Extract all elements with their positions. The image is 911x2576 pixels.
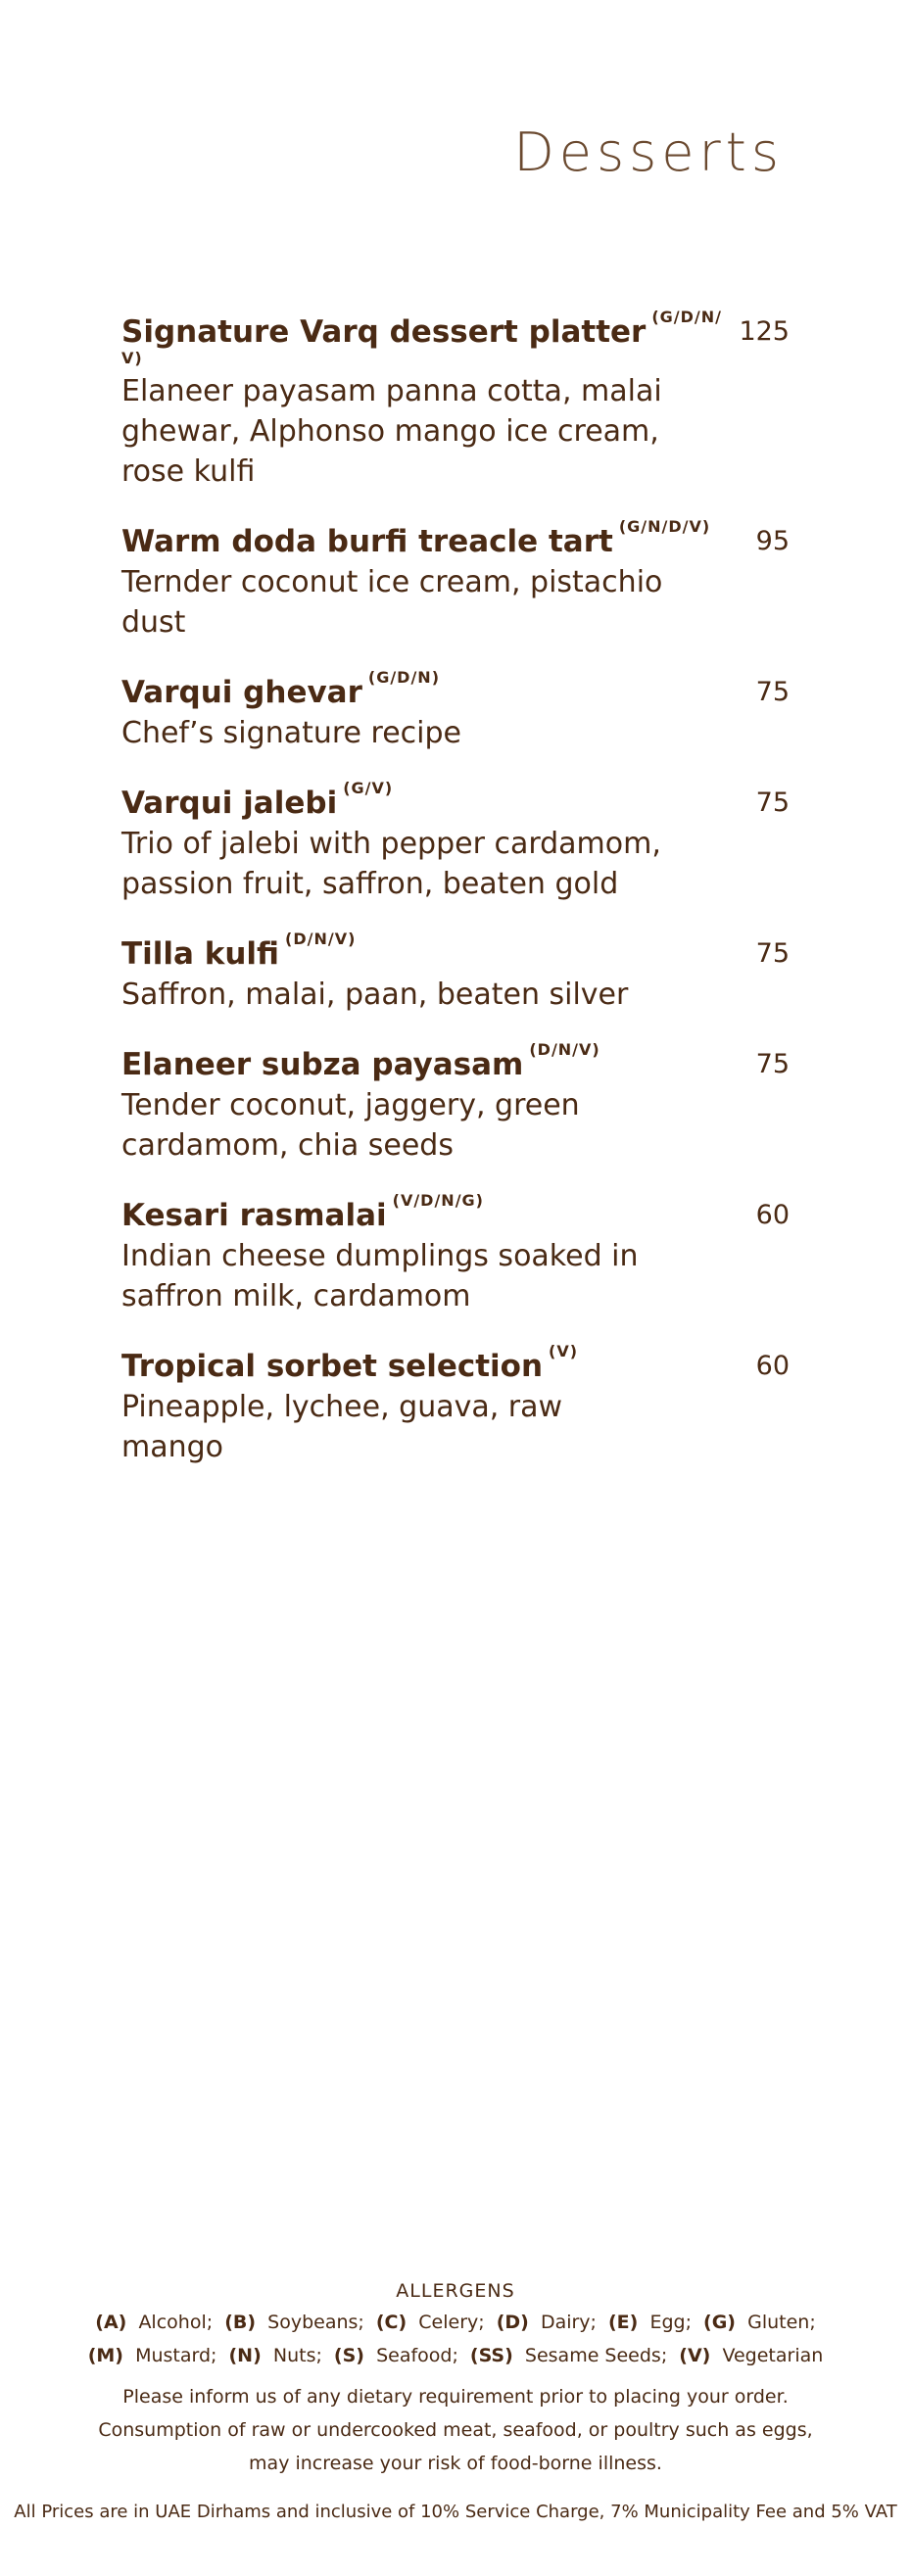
allergen-entry xyxy=(703,2312,816,2333)
notice-line: Please inform us of any dietary requirement prior to placing your order. xyxy=(122,2386,789,2408)
allergen-codes: (G/V) xyxy=(343,779,394,797)
allergen-code: (SS) xyxy=(469,2345,513,2366)
item-name: Warm doda burfi treacle tart xyxy=(121,524,613,559)
item-name-wrap xyxy=(121,1040,600,1085)
item-name: Varqui jalebi xyxy=(121,786,338,821)
item-description: Tender coconut, jaggery, green cardamom, chia seeds xyxy=(121,1088,580,1163)
item-name-wrap xyxy=(121,308,739,371)
allergen-label: Soybeans; xyxy=(267,2312,364,2333)
item-description: Indian cheese dumplings soaked in saffron milk, cardamom xyxy=(121,1239,639,1313)
allergen-label: Vegetarian xyxy=(722,2345,824,2366)
allergen-label: Alcohol; xyxy=(138,2312,214,2333)
allergen-code: (E) xyxy=(608,2312,639,2333)
menu-item xyxy=(121,668,790,753)
allergen-entry xyxy=(376,2312,485,2333)
allergen-code: (V) xyxy=(679,2345,711,2366)
menu-footer xyxy=(0,2276,911,2527)
item-name: Signature Varq dessert platter xyxy=(121,314,647,350)
allergen-entry xyxy=(228,2345,321,2366)
menu-item xyxy=(121,1342,790,1467)
item-name-wrap xyxy=(121,930,357,975)
menu-item xyxy=(121,1040,790,1166)
prices-note: All Prices are in UAE Dirhams and inclusive of 10% Service Charge, 7% Municipality Fee and 5% VAT xyxy=(14,2502,897,2522)
allergen-legend-line-2 xyxy=(0,2339,911,2372)
allergen-codes: (V/D/N/G) xyxy=(392,1191,484,1210)
item-description: Chef’s signature recipe xyxy=(121,716,461,750)
allergen-entry xyxy=(224,2312,364,2333)
allergen-codes: (G/D/N) xyxy=(367,668,441,687)
item-name: Elaneer subza payasam xyxy=(121,1047,524,1082)
allergen-label: Gluten; xyxy=(747,2312,816,2333)
allergen-code: (A) xyxy=(95,2312,127,2333)
allergen-code: (M) xyxy=(87,2345,123,2366)
allergen-code: (B) xyxy=(224,2312,257,2333)
allergen-codes: (G/N/D/V) xyxy=(618,517,711,536)
item-name-wrap xyxy=(121,1191,484,1236)
page-title: Desserts xyxy=(513,121,784,183)
item-price: 75 xyxy=(755,1049,790,1079)
allergen-legend-line-1 xyxy=(0,2306,911,2339)
item-description: Trio of jalebi with pepper cardamom, passion fruit, saffron, beaten gold xyxy=(121,827,661,901)
item-price: 60 xyxy=(755,1351,790,1381)
item-price: 60 xyxy=(755,1200,790,1230)
menu-item xyxy=(121,779,790,904)
allergen-entry xyxy=(334,2345,458,2366)
item-description: Elaneer payasam panna cotta, malai ghewar, Alphonso mango ice cream, rose kulfi xyxy=(121,374,662,489)
allergen-label: Seafood; xyxy=(376,2345,458,2366)
allergen-entry xyxy=(95,2312,213,2333)
item-description: Saffron, malai, paan, beaten silver xyxy=(121,978,629,1012)
item-name-wrap xyxy=(121,668,441,713)
allergen-label: Mustard; xyxy=(135,2345,217,2366)
menu-item xyxy=(121,1191,790,1316)
allergen-label: Sesame Seeds; xyxy=(524,2345,668,2366)
allergen-label: Dairy; xyxy=(540,2312,597,2333)
allergens-heading: ALLERGENS xyxy=(396,2280,515,2302)
allergen-code: (S) xyxy=(333,2345,364,2366)
item-price: 95 xyxy=(755,526,790,556)
allergen-codes: (G/D/N/ V) xyxy=(121,308,722,367)
allergen-codes: (D/N/V) xyxy=(529,1040,600,1059)
item-price: 75 xyxy=(755,938,790,969)
notice-line: Consumption of raw or undercooked meat, seafood, or poultry such as eggs, xyxy=(98,2419,813,2441)
item-price: 75 xyxy=(755,677,790,707)
allergen-code: (N) xyxy=(228,2345,262,2366)
allergen-entry xyxy=(88,2345,217,2366)
dietary-notice xyxy=(0,2380,911,2480)
allergen-label: Egg; xyxy=(649,2312,692,2333)
allergen-entry xyxy=(470,2345,667,2366)
item-description: Pineapple, lychee, guava, raw mango xyxy=(121,1390,563,1464)
allergen-entry xyxy=(679,2345,823,2366)
item-name-wrap xyxy=(121,779,394,824)
item-name: Tilla kulfi xyxy=(121,936,280,972)
allergen-code: (C) xyxy=(375,2312,408,2333)
item-name-wrap xyxy=(121,517,711,562)
allergen-entry xyxy=(497,2312,597,2333)
item-price: 125 xyxy=(739,316,790,347)
menu-item xyxy=(121,930,790,1015)
item-name-wrap xyxy=(121,1342,579,1387)
allergen-codes: (V) xyxy=(549,1342,579,1360)
allergen-code: (D) xyxy=(496,2312,529,2333)
item-name: Kesari rasmalai xyxy=(121,1198,387,1233)
allergen-label: Celery; xyxy=(418,2312,485,2333)
notice-line: may increase your risk of food-borne illness. xyxy=(249,2453,662,2474)
item-price: 75 xyxy=(755,787,790,818)
item-name: Tropical sorbet selection xyxy=(121,1349,544,1384)
allergen-codes: (D/N/V) xyxy=(285,930,357,948)
allergen-entry xyxy=(608,2312,692,2333)
menu-item xyxy=(121,517,790,643)
menu-item xyxy=(121,308,790,492)
item-description: Ternder coconut ice cream, pistachio dust xyxy=(121,565,663,640)
dessert-menu xyxy=(121,308,790,1497)
item-name: Varqui ghevar xyxy=(121,675,362,710)
allergen-code: (G) xyxy=(703,2312,736,2333)
allergen-label: Nuts; xyxy=(272,2345,322,2366)
